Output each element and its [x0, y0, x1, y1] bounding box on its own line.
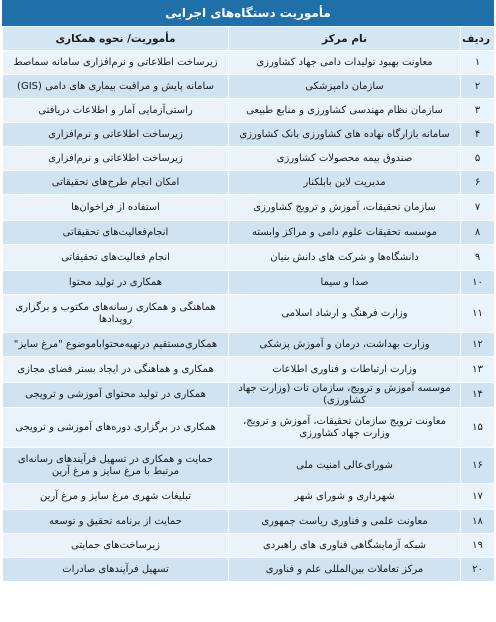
table-row [3, 534, 495, 558]
mission-cell: استفاده از فراخوان‌ها [3, 195, 229, 221]
table-row [3, 147, 495, 171]
row-number: ۱۴ [461, 383, 495, 408]
mission-cell: انجام‌فعالیت‌های تحقیقاتی [3, 221, 229, 245]
row-number: ۲ [461, 75, 495, 99]
center-name-cell: وزارت بهداشت، درمان و آموزش پزشکی [229, 333, 461, 357]
center-name-cell: شهرداری و شورای شهر [229, 484, 461, 510]
row-number: ۸ [461, 221, 495, 245]
table-row [3, 245, 495, 271]
row-number: ۳ [461, 99, 495, 123]
center-name-cell: صندوق بیمه محصولات کشاورزی [229, 147, 461, 171]
mission-cell: همکاری و هماهنگی در ایجاد بستر فضای مجازی [3, 357, 229, 383]
mission-cell: زیرساخت اطلاعاتی و نرم‌افزاری [3, 123, 229, 147]
table-row [3, 221, 495, 245]
row-number: ۱۱ [461, 295, 495, 333]
row-number: ۹ [461, 245, 495, 271]
mission-cell: سامانه پایش و مراقبت بیماری های دامی (GIS) [3, 75, 229, 99]
row-number: ۱ [461, 51, 495, 75]
table-row [3, 171, 495, 195]
center-name-cell: موسسه آموزش و ترویج، سازمان تات (وزارت جهاد کشاورزی) [229, 383, 461, 408]
header-mission: مأموریت/ نحوه همکاری [3, 27, 229, 51]
table-row [3, 123, 495, 147]
row-number: ۱۰ [461, 271, 495, 295]
row-number: ۲۰ [461, 558, 495, 582]
mission-cell: زیرساخت‌های حمایتی [3, 534, 229, 558]
row-number: ۱۸ [461, 510, 495, 534]
table-row [3, 195, 495, 221]
table-row [3, 357, 495, 383]
table-row [3, 408, 495, 448]
mission-cell: تبلیغات شهری مرغ سایز و مرغ آرین [3, 484, 229, 510]
center-name-cell: وزارت ارتباطات و فناوری اطلاعات [229, 357, 461, 383]
center-name-cell: معاونت ترویج سازمان تحقیقات، آموزش و ترویج، وزارت جهاد کشاورزی [229, 408, 461, 448]
table-row [3, 271, 495, 295]
center-name-cell: معاونت علمی و فناوری ریاست جمهوری [229, 510, 461, 534]
mission-cell: زیرساخت اطلاعاتی و نرم‌افزاری سامانه سماصط [3, 51, 229, 75]
mission-cell: راستی‌آزمایی آمار و اطلاعات دریافتی [3, 99, 229, 123]
table-row [3, 51, 495, 75]
center-name-cell: سازمان نظام مهندسی کشاورزی و منابع طبیعی [229, 99, 461, 123]
mission-cell: هماهنگی و همکاری رسانه‌های مکتوب و برگزاری رویدادها [3, 295, 229, 333]
table-row [3, 558, 495, 582]
table-row [3, 75, 495, 99]
row-number: ۱۲ [461, 333, 495, 357]
table-row [3, 448, 495, 484]
mission-cell: حمایت و همکاری در تسهیل فرآیندهای رسانه‌ای مرتبط با مرغ سایز و مرغ آرین [3, 448, 229, 484]
mission-cell: امکان انجام طرح‌های تحقیقاتی [3, 171, 229, 195]
row-number: ۵ [461, 147, 495, 171]
mission-cell: زیرساخت اطلاعاتی و نرم‌افزاری [3, 147, 229, 171]
center-name-cell: دانشگاه‌ها و شرکت های دانش بنیان [229, 245, 461, 271]
center-name-cell: سازمان تحقیقات، آموزش و ترویج کشاورزی [229, 195, 461, 221]
mission-cell: حمایت از برنامه تحقیق و توسعه [3, 510, 229, 534]
row-number: ۱۶ [461, 448, 495, 484]
row-number: ۷ [461, 195, 495, 221]
table-row [3, 99, 495, 123]
mission-cell: انجام فعالیت‌های تحقیقاتی [3, 245, 229, 271]
table-row [3, 295, 495, 333]
center-name-cell: سامانه بازارگاه نهاده های کشاورزی بانک کشاورزی [229, 123, 461, 147]
center-name-cell: شورای‌عالی امنیت ملی [229, 448, 461, 484]
row-number: ۶ [461, 171, 495, 195]
row-number: ۱۷ [461, 484, 495, 510]
header-center-name: نام مرکز [229, 27, 461, 51]
row-number: ۱۳ [461, 357, 495, 383]
missions-table [2, 26, 495, 582]
row-number: ۱۹ [461, 534, 495, 558]
mission-cell: همکاری‌مستقیم در‌تهیه‌محتوا‌با‌موضوع "مرغ سایز" [3, 333, 229, 357]
row-number: ۴ [461, 123, 495, 147]
center-name-cell: معاونت بهبود تولیدات دامی جهاد کشاورزی [229, 51, 461, 75]
table-body [3, 51, 495, 582]
center-name-cell: سازمان دامپزشکی [229, 75, 461, 99]
table-title: مأموریت دستگاه‌های اجرایی [2, 0, 494, 26]
center-name-cell: مدیریت لاین بابلکنار [229, 171, 461, 195]
table-row [3, 484, 495, 510]
center-name-cell: صدا و سیما [229, 271, 461, 295]
table-header-row [3, 27, 495, 51]
table-row [3, 333, 495, 357]
center-name-cell: وزارت فرهنگ و ارشاد اسلامی [229, 295, 461, 333]
mission-cell: همکاری در برگزاری دوره‌های آموزشی و ترویجی [3, 408, 229, 448]
mission-cell: همکاری در تولید محتوا [3, 271, 229, 295]
center-name-cell: مرکز تعاملات بین‌المللی علم و فناوری [229, 558, 461, 582]
header-row-number: ردیف [461, 27, 495, 51]
center-name-cell: شبکه آزمایشگاهی فناوری های راهبردی [229, 534, 461, 558]
mission-cell: تسهیل فرآیندهای صادرات [3, 558, 229, 582]
mission-cell: همکاری در تولید محتوای آموزشی و ترویجی [3, 383, 229, 408]
table-row [3, 383, 495, 408]
center-name-cell: موسسه تحقیقات علوم دامی و مراکز وابسته [229, 221, 461, 245]
table-row [3, 510, 495, 534]
row-number: ۱۵ [461, 408, 495, 448]
